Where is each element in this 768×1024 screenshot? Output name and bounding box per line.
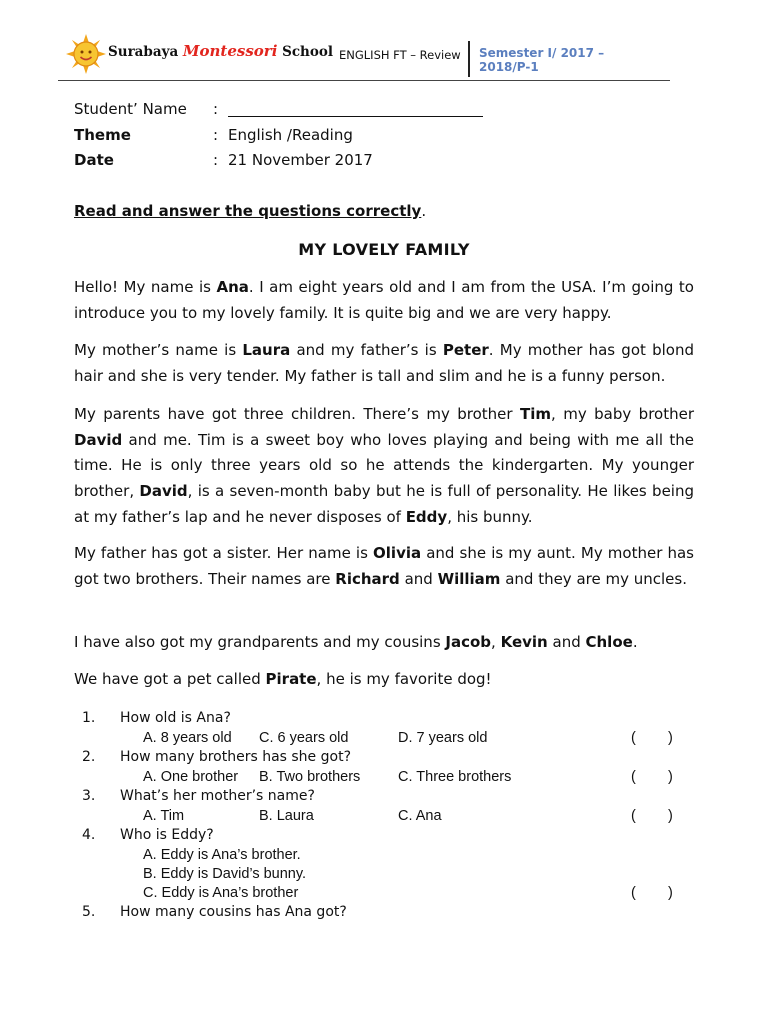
question-3-text: What’s her mother’s name? — [120, 788, 315, 804]
question-2-option-b[interactable]: B. Two brothers — [259, 769, 361, 785]
question-5-text: How many cousins has Ana got? — [120, 904, 347, 920]
question-2-option-c[interactable]: C. Three brothers — [398, 769, 512, 785]
question-3-option-b[interactable]: B. Laura — [259, 808, 314, 824]
question-1-option-c[interactable]: C. 6 years old — [259, 730, 349, 746]
question-5-number: 5. — [82, 904, 96, 920]
question-2-answer-box[interactable]: ( ) — [631, 769, 673, 785]
question-1-answer-box[interactable]: ( ) — [631, 730, 673, 746]
student-name-blank[interactable] — [228, 116, 483, 117]
paragraph-2: My mother’s name is Laura and my father’s is Peter. My mother has got blond hair and she is very tender. My father is tall and slim and he is a funny person. — [74, 341, 694, 385]
date-colon: : — [213, 151, 219, 169]
paragraph-3: My parents have got three children. There’s my brother Tim, my baby brother David and me. Tim is a sweet boy who loves playing and being with me all the time. He is only three years old so he attends the kindergarten. My younger brother, David, is a seven-month baby but he is full of personality. He likes being at my father’s lap and he never disposes of Eddy, his bunny. — [74, 405, 694, 526]
question-4-option-a[interactable]: A. Eddy is Ana’s brother. — [143, 847, 301, 863]
date-value: 21 November 2017 — [228, 151, 373, 169]
date-label: Date — [74, 151, 114, 169]
semester-label: Semester I/ 2017 – 2018/P-1 — [479, 46, 605, 74]
theme-colon: : — [213, 126, 219, 144]
student-name-label: Student’ Name — [74, 100, 187, 118]
sun-logo-icon — [66, 34, 106, 74]
question-3-option-a[interactable]: A. Tim — [143, 808, 185, 824]
student-name-colon: : — [213, 100, 219, 118]
paragraph-1: Hello! My name is Ana. I am eight years old and I am from the USA. I’m going to introduce you to my lovely family. It is quite big and we are very happy. — [74, 278, 694, 322]
question-4-option-c[interactable]: C. Eddy is Ana’s brother — [143, 885, 299, 901]
question-1-option-d[interactable]: D. 7 years old — [398, 730, 488, 746]
paragraph-4: My father has got a sister. Her name is Olivia and she is my aunt. My mother has got two brothers. Their names are Richard and William and they are my uncles. — [74, 544, 694, 588]
question-2-text: How many brothers has she got? — [120, 749, 351, 765]
question-4-text: Who is Eddy? — [120, 827, 214, 843]
paragraph-5: I have also got my grandparents and my cousins Jacob, Kevin and Chloe. — [74, 633, 638, 651]
instruction: Read and answer the questions correctly. — [74, 202, 427, 220]
question-2-option-a[interactable]: A. One brother — [143, 769, 239, 785]
question-2-number: 2. — [82, 749, 96, 765]
question-1-text: How old is Ana? — [120, 710, 231, 726]
subject-label: ENGLISH FT – Review — [339, 48, 461, 62]
header-rule — [58, 80, 670, 81]
story-title: MY LOVELY FAMILY — [298, 240, 470, 259]
question-1-number: 1. — [82, 710, 96, 726]
theme-label: Theme — [74, 126, 131, 144]
question-1-option-a[interactable]: A. 8 years old — [143, 730, 232, 746]
question-3-number: 3. — [82, 788, 96, 804]
question-3-option-c[interactable]: C. Ana — [398, 808, 442, 824]
question-4-number: 4. — [82, 827, 96, 843]
question-4-option-b[interactable]: B. Eddy is David’s bunny. — [143, 866, 307, 882]
question-3-answer-box[interactable]: ( ) — [631, 808, 673, 824]
paragraph-6: We have got a pet called Pirate, he is my favorite dog! — [74, 670, 492, 688]
theme-value: English /Reading — [228, 126, 353, 144]
question-4-answer-box[interactable]: ( ) — [631, 885, 673, 901]
school-name: Surabaya Montessori School — [108, 42, 334, 60]
header-divider — [468, 41, 470, 77]
